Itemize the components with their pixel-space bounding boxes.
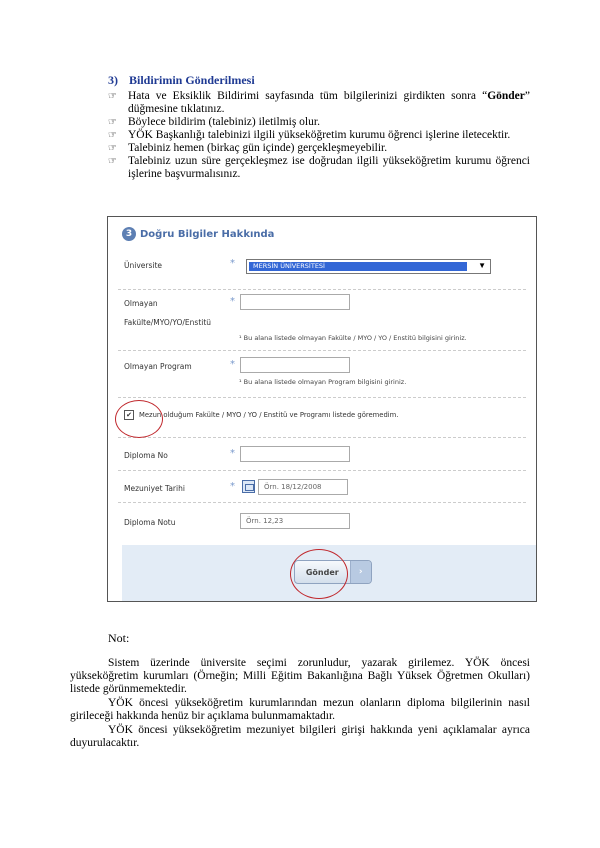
diploma-notu-label: Diploma Notu — [124, 518, 176, 527]
pointing-hand-icon: ☞ — [108, 117, 117, 128]
list-item: ☞ Talebiniz hemen (birkaç gün içinde) gerçekleşmeyebilir. — [108, 142, 388, 154]
required-star: * — [230, 481, 235, 492]
required-star: * — [230, 448, 235, 459]
program-input[interactable] — [240, 357, 350, 373]
not-listed-checkbox-row[interactable] — [124, 410, 398, 420]
step-number-badge: 3 — [122, 227, 136, 241]
pointing-hand-icon: ☞ — [108, 143, 117, 154]
divider — [118, 350, 526, 351]
calendar-icon[interactable] — [242, 480, 255, 493]
section-heading — [108, 73, 255, 88]
section-number: 3) — [108, 73, 118, 87]
pointing-hand-icon: ☞ — [108, 130, 117, 141]
program-label: Olmayan Program — [124, 362, 192, 371]
required-star: * — [230, 296, 235, 307]
divider — [118, 289, 526, 290]
form-title: 3 Doğru Bilgiler Hakkında — [122, 227, 274, 241]
list-item: ☞ YÖK Başkanlığı talebinizi ilgili yükseköğretim kurumu öğrenci işlerine iletecektir. — [108, 129, 511, 141]
instruction-list — [108, 90, 530, 181]
not-listed-checkbox[interactable]: ✔ — [124, 410, 134, 420]
fakulte-hint: ¹ Bu alana listede olmayan Fakülte / MYO / YO / Enstitü bilgisini giriniz. — [239, 334, 467, 342]
divider — [118, 397, 526, 398]
note-paragraph: YÖK öncesi yükseköğretim kurumlarından mezun olanların diploma bilgilerinin nasıl girileceği hakkında henüz bir açıklama bulunmamaktadır. — [70, 697, 530, 722]
fakulte-label-line1: Olmayan — [124, 299, 158, 308]
mezuniyet-tarihi-input[interactable]: Örn. 18/12/2008 — [258, 479, 348, 495]
required-star: * — [230, 359, 235, 370]
pointing-hand-icon: ☞ — [108, 91, 117, 102]
universite-label: Üniversite — [124, 261, 163, 270]
gonder-button-label: Gönder — [305, 567, 339, 577]
section-title: Bildirimin Gönderilmesi — [129, 73, 255, 87]
annotation-circle — [290, 549, 348, 599]
universite-select[interactable] — [246, 259, 491, 274]
divider — [118, 502, 526, 503]
diploma-no-input[interactable] — [240, 446, 350, 462]
divider — [118, 470, 526, 471]
mezuniyet-tarihi-label: Mezuniyet Tarihi — [124, 484, 185, 493]
fakulte-label-line2: Fakülte/MYO/YO/Enstitü — [124, 318, 212, 327]
chevron-right-icon: › — [350, 561, 371, 583]
annotation-circle — [115, 400, 163, 438]
chevron-down-icon: ▼ — [478, 261, 486, 270]
divider — [118, 437, 526, 438]
fakulte-input[interactable] — [240, 294, 350, 310]
not-listed-checkbox-label: Mezun olduğum Fakülte / MYO / YO / Enstitü ve Programı listede göremedim. — [139, 411, 399, 419]
form-screenshot — [107, 216, 537, 602]
universite-selected-value: MERSİN ÜNİVERSİTESİ — [249, 262, 467, 271]
note-paragraph: YÖK öncesi yükseköğretim mezuniyet bilgileri girişi hakkında yeni açıklamalar ayrıca duyurulacaktır. — [70, 724, 530, 749]
list-item: ☞ Hata ve Eksiklik Bildirimi sayfasında tüm bilgilerinizi girdikten sonra “Gönder” düğmesine tıklatınız. — [108, 90, 530, 115]
pointing-hand-icon: ☞ — [108, 156, 117, 167]
list-item: ☞ Talebiniz uzun süre gerçekleşmez ise doğrudan ilgili yükseköğretim kurumu öğrenci işlerine başvurmalısınız. — [108, 155, 530, 180]
program-hint: ¹ Bu alana listede olmayan Program bilgisini giriniz. — [239, 378, 407, 386]
note-paragraph: Sistem üzerinde üniversite seçimi zorunludur, yazarak girilemez. YÖK öncesi yükseköğretim kurumları (Örneğin; Milli Eğitim Bakanlığına Bağlı Yüksek Öğretmen Okulları) listede görünmemektedir. — [70, 657, 530, 695]
diploma-notu-input[interactable]: Örn. 12,23 — [240, 513, 350, 529]
list-item: ☞ Böylece bildirim (talebiniz) iletilmiş olur. — [108, 116, 320, 128]
required-star: * — [230, 258, 235, 269]
note-label: Not: — [108, 631, 130, 645]
diploma-no-label: Diploma No — [124, 451, 168, 460]
